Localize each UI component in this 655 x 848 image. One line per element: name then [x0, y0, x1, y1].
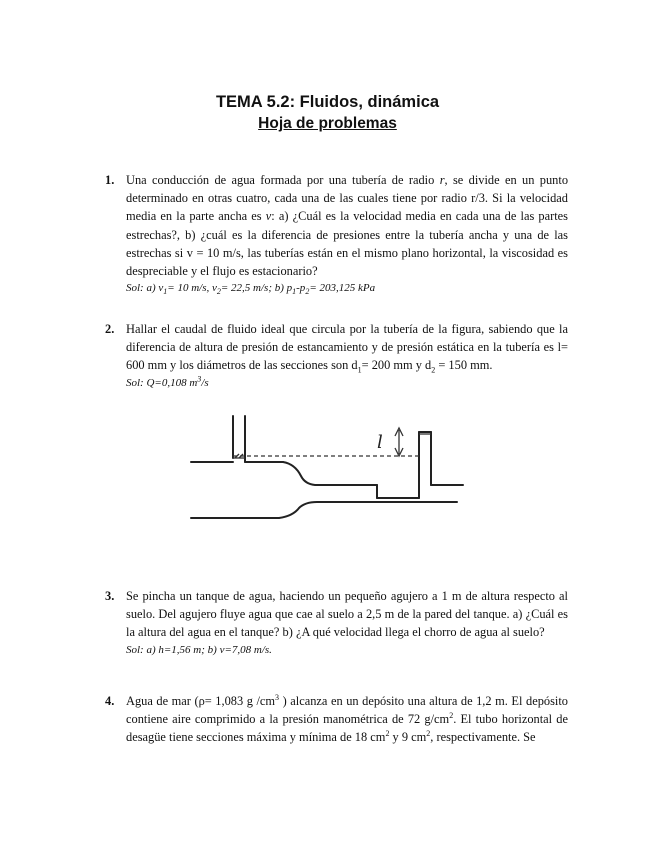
problem-1: [105, 171, 568, 296]
problem-number: 2.: [105, 322, 115, 336]
problem-text: Se pincha un tanque de agua, haciendo un pequeño agujero a 1 m de altura respecto al suelo. Del agujero fluye agua que cae al suelo a 2,5 m de la pared del tanque. a) ¿Cuál es la altura del agua en el tanque? b) ¿A qué velocidad llega el chorro de agua al suelo? Sol: a) h=1,56 m; b) v=7,08 m/s.: [126, 589, 568, 656]
dimension-label-l: l: [377, 432, 383, 453]
problem-4: [105, 692, 568, 747]
converging-bottom-wall: [279, 502, 457, 518]
problem-text: Una conducción de agua formada por una tubería de radio r, se divide en un punto determinado en otras cuatro, cada una de las cuales tiene por radio r/3. Si la velocidad media en la parte ancha es v: a) ¿Cuál es la velocidad media en cada una de las partes estrechas?, b) ¿cuál es la diferencia de presiones entre la tubería ancha y una de las estrechas si v = 10 m/s, las tuberías están en el mismo plano horizontal, la viscosidad es despreciable y el flujo es estacionario? Sol: a) $v_1= 10$ m/s, $v_2= 22,5$ m/s; b) $p_1-p_2= 203,125$ kPa: [126, 173, 569, 297]
solution: Sol: a) $v_1= 10$ m/s, $v_2= 22,5$ m/s; b) $p_1-p_2= 203,125$ kPa: [126, 282, 376, 297]
problem-number: 3.: [105, 589, 115, 603]
problem-2: [105, 320, 568, 391]
problem-text: Agua de mar (ρ= 1,083 g $/cm^3$ ) alcanza en un depósito una altura de 1,2 m. El depósito contiene aire comprimido a la presión manométrica de 72 $g/cm^2$. El tubo horizontal de desagüe tiene secciones máxima y mínima de 18 $cm^2$ y 9 $cm^2$, respectivamente. Se: [126, 692, 568, 745]
page-subtitle: Hoja de problemas: [258, 115, 397, 132]
problem-3: [105, 587, 568, 658]
problem-text: Hallar el caudal de fluido ideal que circula por la tubería de la figura, sabiendo que la diferencia de altura de presión de estancamiento y de presión estática en la tubería es l= 600 mm y los diámetros de las secciones son $d_1= 200$ mm y $d_2 = 150$ mm. Sol: Q=0,108 $m^3/s$: [126, 322, 568, 389]
solution: Sol: a) h=1,56 m; b) v=7,08 m/s.: [126, 643, 272, 656]
problem-number: 1.: [105, 173, 115, 187]
converging-top-wall: [283, 462, 377, 485]
header: [0, 91, 655, 135]
page-title: TEMA 5.2: Fluidos, dinámica: [215, 93, 440, 111]
problem-number: 4.: [105, 694, 115, 708]
pipe-figure: [187, 412, 467, 552]
solution: Sol: Q=0,108 $m^3/s$: [126, 373, 209, 389]
